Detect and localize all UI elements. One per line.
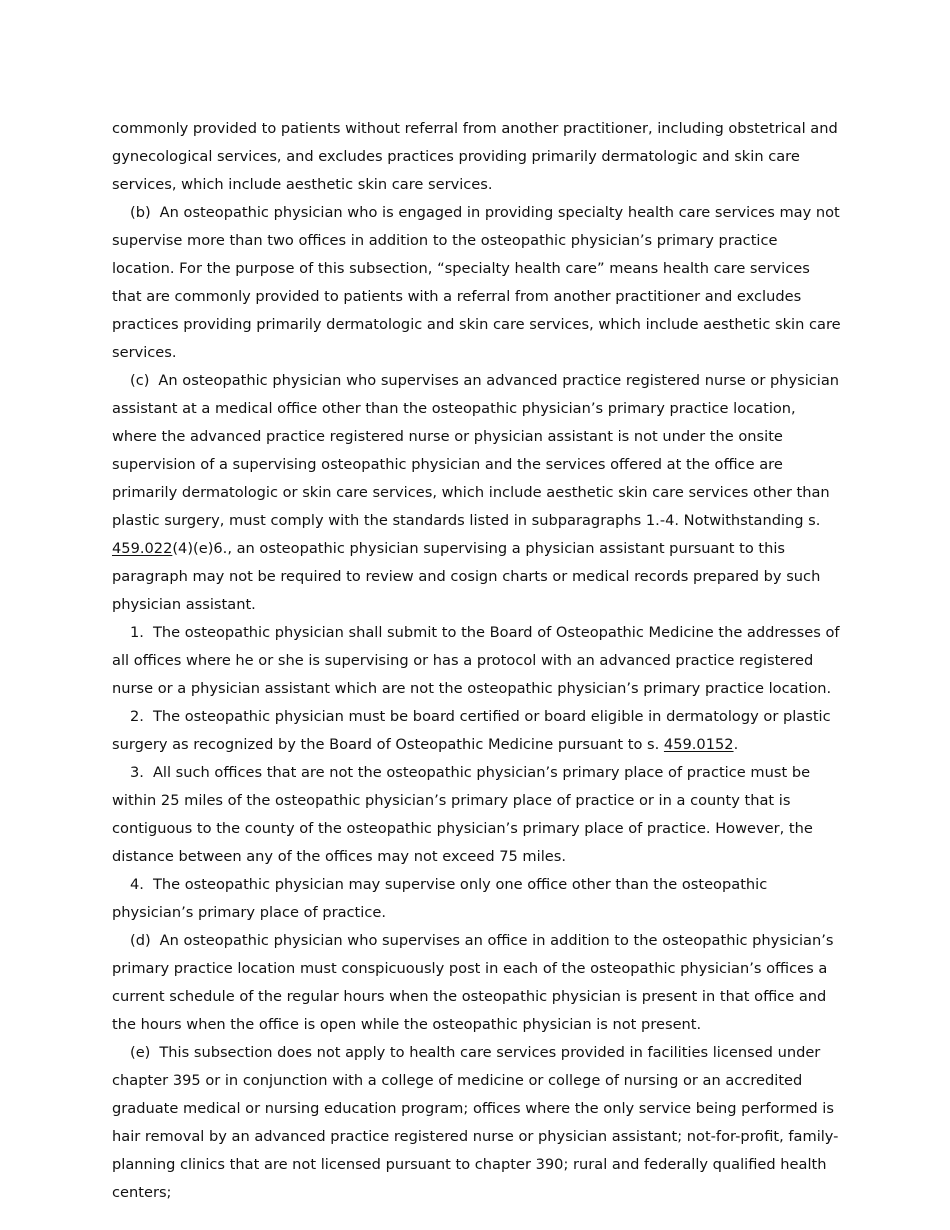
paragraph-label: (c)	[130, 372, 150, 389]
paragraph-text: .	[733, 736, 739, 753]
paragraph-label: (d)	[130, 932, 151, 949]
paragraph-text: The osteopathic physician shall submit to the Board of Osteopathic Medicine the addresses of all offices where he or she is supervising or has a protocol with an advanced practice registered nurse or a physician assistant which are not the osteopathic physician’s primary practice location.	[112, 624, 840, 697]
paragraph-label: (e)	[130, 1044, 151, 1061]
paragraph-label: (b)	[130, 204, 151, 221]
paragraph-text: The osteopathic physician must be board certified or board eligible in dermatology or plastic surgery as recognized by the Board of Osteopathic Medicine pursuant to s.	[112, 708, 831, 753]
paragraph-text: commonly provided to patients without referral from another practitioner, including obstetrical and gynecological services, and excludes practices providing primarily dermatologic and skin care services, which include aesthetic skin care services.	[112, 120, 838, 193]
paragraph-c	[112, 367, 842, 619]
paragraph-label: 2.	[130, 708, 144, 725]
paragraph-text: An osteopathic physician who is engaged in providing specialty health care services may not supervise more than two offices in addition to the osteopathic physician’s primary practice location. For the purpose of this subsection, “specialty health care” means health care services that are commonly provided to patients with a referral from another practitioner and excludes practices providing primarily dermatologic and skin care services, which include aesthetic skin care services.	[112, 204, 841, 361]
paragraph-text: All such offices that are not the osteopathic physician’s primary place of practice must be within 25 miles of the osteopathic physician’s primary place of practice or in a county that is contiguous to the county of the osteopathic physician’s primary place of practice. However, the distance between any of the offices may not exceed 75 miles.	[112, 764, 813, 865]
paragraph-text: The osteopathic physician may supervise only one office other than the osteopathic physician’s primary place of practice.	[112, 876, 768, 921]
paragraph-label: 4.	[130, 876, 144, 893]
paragraph-b	[112, 199, 842, 367]
subparagraph-3	[112, 759, 842, 871]
paragraph-continuation	[112, 115, 842, 199]
paragraph-label: 1.	[130, 624, 144, 641]
subparagraph-1	[112, 619, 842, 703]
paragraph-text: An osteopathic physician who supervises an advanced practice registered nurse or physician assistant at a medical office other than the osteopathic physician’s primary practice location, where the advanced practice registered nurse or physician assistant is not under the onsite supervision of a supervising osteopathic physician and the services offered at the office are primarily dermatologic or skin care services, which include aesthetic skin care services other than plastic surgery, must comply with the standards listed in subparagraphs 1.-4. Notwithstanding s.	[112, 372, 840, 529]
subparagraph-4	[112, 871, 842, 927]
statute-reference-link[interactable]: 459.0152	[663, 736, 734, 753]
paragraph-d	[112, 927, 842, 1039]
statute-reference-link[interactable]: 459.022	[112, 540, 173, 557]
statute-page	[112, 115, 842, 1207]
paragraph-label: 3.	[130, 764, 144, 781]
paragraph-text: (4)(e)6., an osteopathic physician supervising a physician assistant pursuant to this paragraph may not be required to review and cosign charts or medical records prepared by such physician assistant.	[112, 540, 821, 613]
paragraph-text: An osteopathic physician who supervises an office in addition to the osteopathic physician’s primary practice location must conspicuously post in each of the osteopathic physician’s offices a current schedule of the regular hours when the osteopathic physician is present in that office and the hours when the office is open while the osteopathic physician is not present.	[112, 932, 834, 1033]
paragraph-e	[112, 1039, 842, 1207]
subparagraph-2	[112, 703, 842, 759]
paragraph-text: This subsection does not apply to health care services provided in facilities licensed under chapter 395 or in conjunction with a college of medicine or college of nursing or an accredited graduate medical or nursing education program; offices where the only service being performed is hair removal by an advanced practice registered nurse or physician assistant; not-for-profit, family-planning clinics that are not licensed pursuant to chapter 390; rural and federally qualified health centers;	[112, 1044, 839, 1201]
